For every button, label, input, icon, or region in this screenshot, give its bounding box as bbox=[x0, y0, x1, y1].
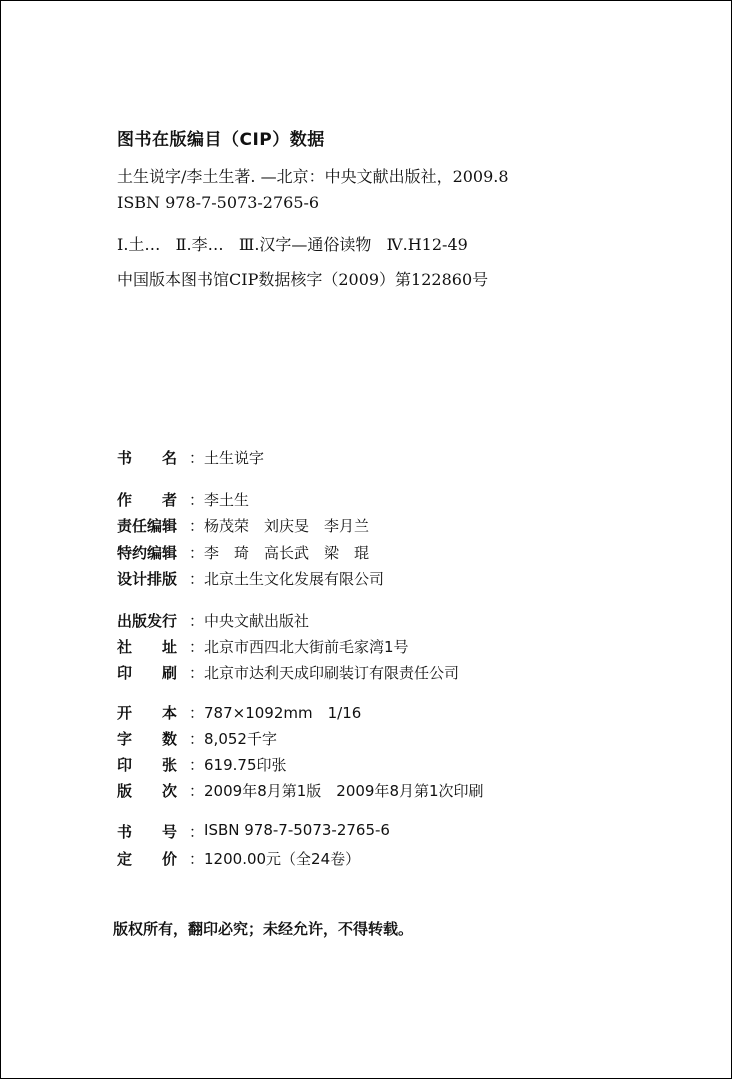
info-row-isbn: 书 号 ： ISBN 978-7-5073-2765-6 bbox=[117, 821, 390, 841]
info-label: 字 数 bbox=[117, 730, 178, 748]
info-label: 责任编辑 bbox=[117, 517, 178, 535]
info-label: 定 价 bbox=[117, 850, 178, 868]
info-label: 特约编辑 bbox=[117, 544, 178, 562]
info-value: 土生说字 bbox=[204, 449, 265, 467]
info-value: 619.75印张 bbox=[204, 756, 287, 774]
cip-title: 图书在版编目（CIP）数据 bbox=[117, 130, 325, 150]
info-label: 书 号 bbox=[117, 823, 178, 841]
info-label: 社 址 bbox=[117, 638, 178, 656]
info-value: 2009年8月第1版 2009年8月第1次印刷 bbox=[204, 782, 484, 800]
info-row-word-count: 字 数 ： 8,052千字 bbox=[117, 730, 277, 748]
info-row-edition: 版 次 ： 2009年8月第1版 2009年8月第1次印刷 bbox=[117, 782, 484, 800]
info-value: 李 琦 高长武 梁 琨 bbox=[204, 544, 370, 562]
info-value: 787×1092mm 1/16 bbox=[204, 704, 362, 722]
info-row-printer: 印 刷 ： 北京市达利天成印刷装订有限责任公司 bbox=[117, 664, 460, 682]
info-value: 北京土生文化发展有限公司 bbox=[204, 570, 385, 588]
cip-line-isbn: ISBN 978-7-5073-2765-6 bbox=[117, 193, 320, 212]
info-label: 设计排版 bbox=[117, 570, 178, 588]
info-value: 8,052千字 bbox=[204, 730, 277, 748]
info-row-special-editor: 特约编辑 ： 李 琦 高长武 梁 琨 bbox=[117, 544, 370, 562]
info-row-editor: 责任编辑 ： 杨茂荣 刘庆旻 李月兰 bbox=[117, 517, 370, 535]
info-label: 版 次 bbox=[117, 782, 178, 800]
info-row-sheets: 印 张 ： 619.75印张 bbox=[117, 756, 287, 774]
info-row-address: 社 址 ： 北京市西四北大街前毛家湾1号 bbox=[117, 638, 409, 656]
info-value: ISBN 978-7-5073-2765-6 bbox=[204, 821, 390, 839]
cip-line-title-author: 土生说字/李土生著. —北京：中央文献出版社，2009.8 bbox=[117, 167, 509, 186]
info-label: 印 张 bbox=[117, 756, 178, 774]
info-value: 北京市西四北大街前毛家湾1号 bbox=[204, 638, 409, 656]
info-label: 作 者 bbox=[117, 491, 178, 509]
info-row-publisher: 出版发行 ： 中央文献出版社 bbox=[117, 612, 310, 630]
info-label: 出版发行 bbox=[117, 612, 178, 630]
info-row-design: 设计排版 ： 北京土生文化发展有限公司 bbox=[117, 570, 385, 588]
info-value: 1200.00元（全24卷） bbox=[204, 850, 361, 868]
cip-line-classification: Ⅰ.土… Ⅱ.李… Ⅲ.汉字—通俗读物 Ⅳ.H12-49 bbox=[117, 235, 468, 254]
info-label: 印 刷 bbox=[117, 664, 178, 682]
info-row-format: 开 本 ： 787×1092mm 1/16 bbox=[117, 704, 362, 722]
info-row-book-name: 书 名 ： 土生说字 bbox=[117, 449, 265, 467]
info-value: 北京市达利天成印刷装订有限责任公司 bbox=[204, 664, 460, 682]
cip-line-catalog-number: 中国版本图书馆CIP数据核字（2009）第122860号 bbox=[117, 270, 489, 289]
copyright-notice: 版权所有，翻印必究；未经允许，不得转载。 bbox=[113, 920, 414, 938]
info-value: 李土生 bbox=[204, 491, 250, 509]
info-value: 杨茂荣 刘庆旻 李月兰 bbox=[204, 517, 370, 535]
info-row-author: 作 者 ： 李土生 bbox=[117, 491, 250, 509]
info-label: 书 名 bbox=[117, 449, 178, 467]
info-row-price: 定 价 ： 1200.00元（全24卷） bbox=[117, 850, 361, 868]
info-value: 中央文献出版社 bbox=[204, 612, 310, 630]
info-label: 开 本 bbox=[117, 704, 178, 722]
